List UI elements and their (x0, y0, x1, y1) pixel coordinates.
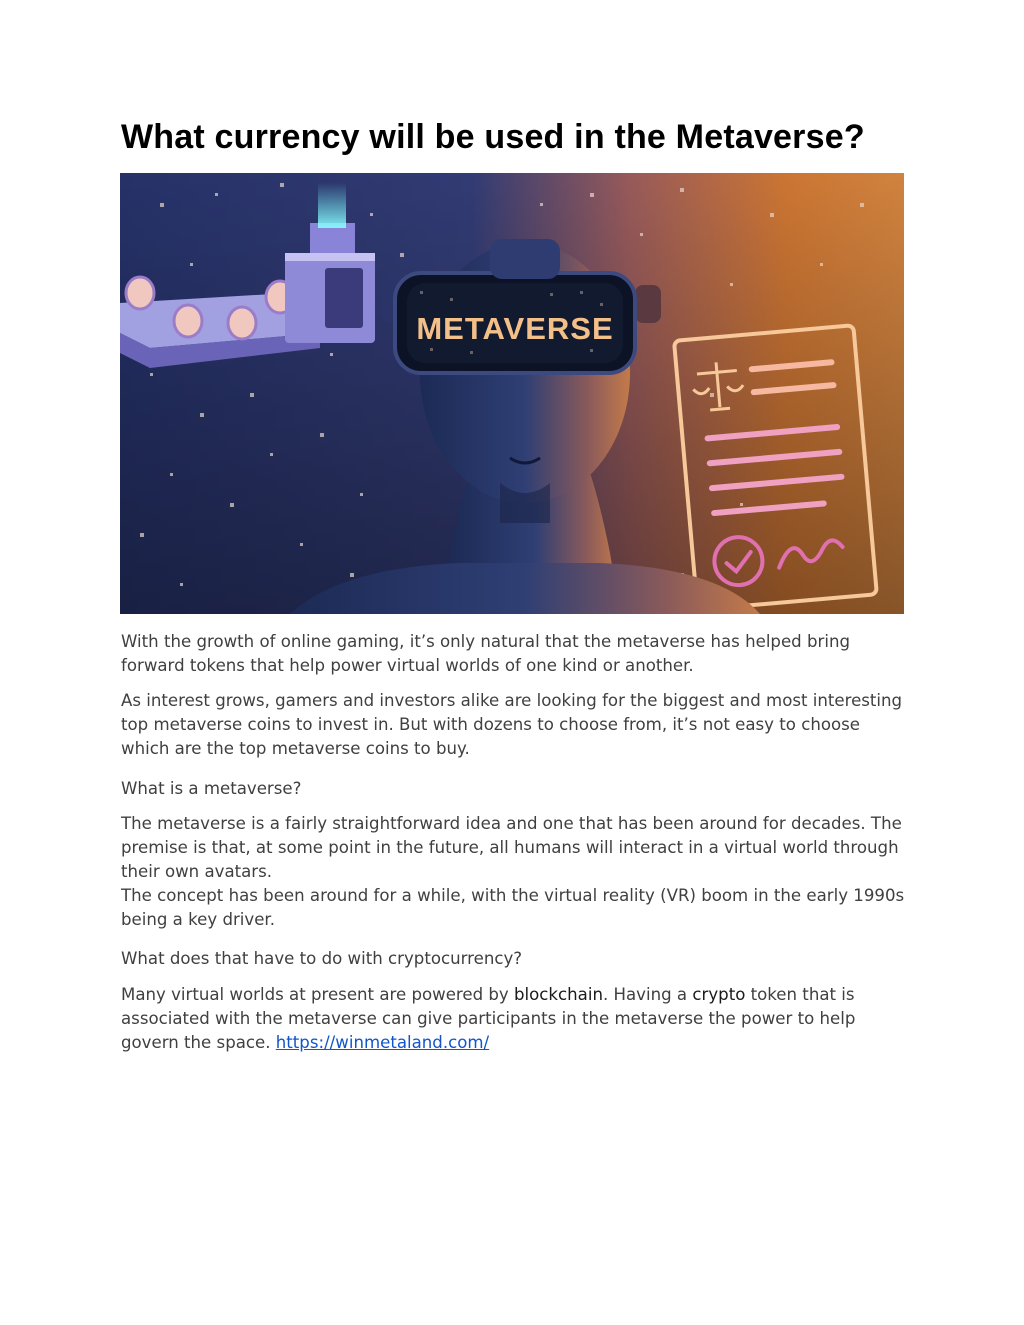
paragraph-3a: The metaverse is a fairly straightforward idea and one that has been around for decades. The premise is that, at some point in the future, all humans will interact in a virtual world through their own avatars. (121, 814, 902, 881)
interest-paragraph (121, 689, 911, 761)
hero-image (120, 173, 904, 614)
p4-text-1: Many virtual worlds at present are powered by (121, 985, 515, 1004)
paragraph-4 (121, 983, 911, 1055)
intro-paragraph (121, 630, 911, 678)
crypto-term: crypto (692, 985, 746, 1004)
p4-text-2: . Having a (602, 985, 693, 1004)
headset-text: METAVERSE (416, 311, 614, 346)
crypto-paragraph (121, 983, 911, 1055)
p4-text-3: token that is associated with the metaverse can give participants in the metaverse the power to help govern the space. (121, 985, 856, 1052)
page-title: What currency will be used in the Metaverse? (121, 118, 865, 156)
section-heading-crypto (121, 947, 911, 971)
heading-2: What does that have to do with cryptocurrency? (121, 949, 523, 968)
paragraph-3b: The concept has been around for a while, with the virtual reality (VR) boom in the early 1990s being a key driver. (121, 886, 905, 929)
blockchain-term: blockchain (514, 985, 603, 1004)
section-heading-metaverse (121, 777, 911, 801)
metaverse-paragraph (121, 812, 911, 932)
winmetaland-link[interactable]: https://winmetaland.com/ (275, 1033, 490, 1052)
paragraph-2: As interest grows, gamers and investors alike are looking for the biggest and most interesting top metaverse coins to invest in. But with dozens to choose from, it’s not easy to choose which are the top metaverse coins to buy. (121, 691, 903, 758)
heading-1: What is a metaverse? (121, 779, 302, 798)
paragraph-1: With the growth of online gaming, it’s only natural that the metaverse has helped bring forward tokens that help power virtual worlds of one kind or another. (121, 632, 850, 675)
